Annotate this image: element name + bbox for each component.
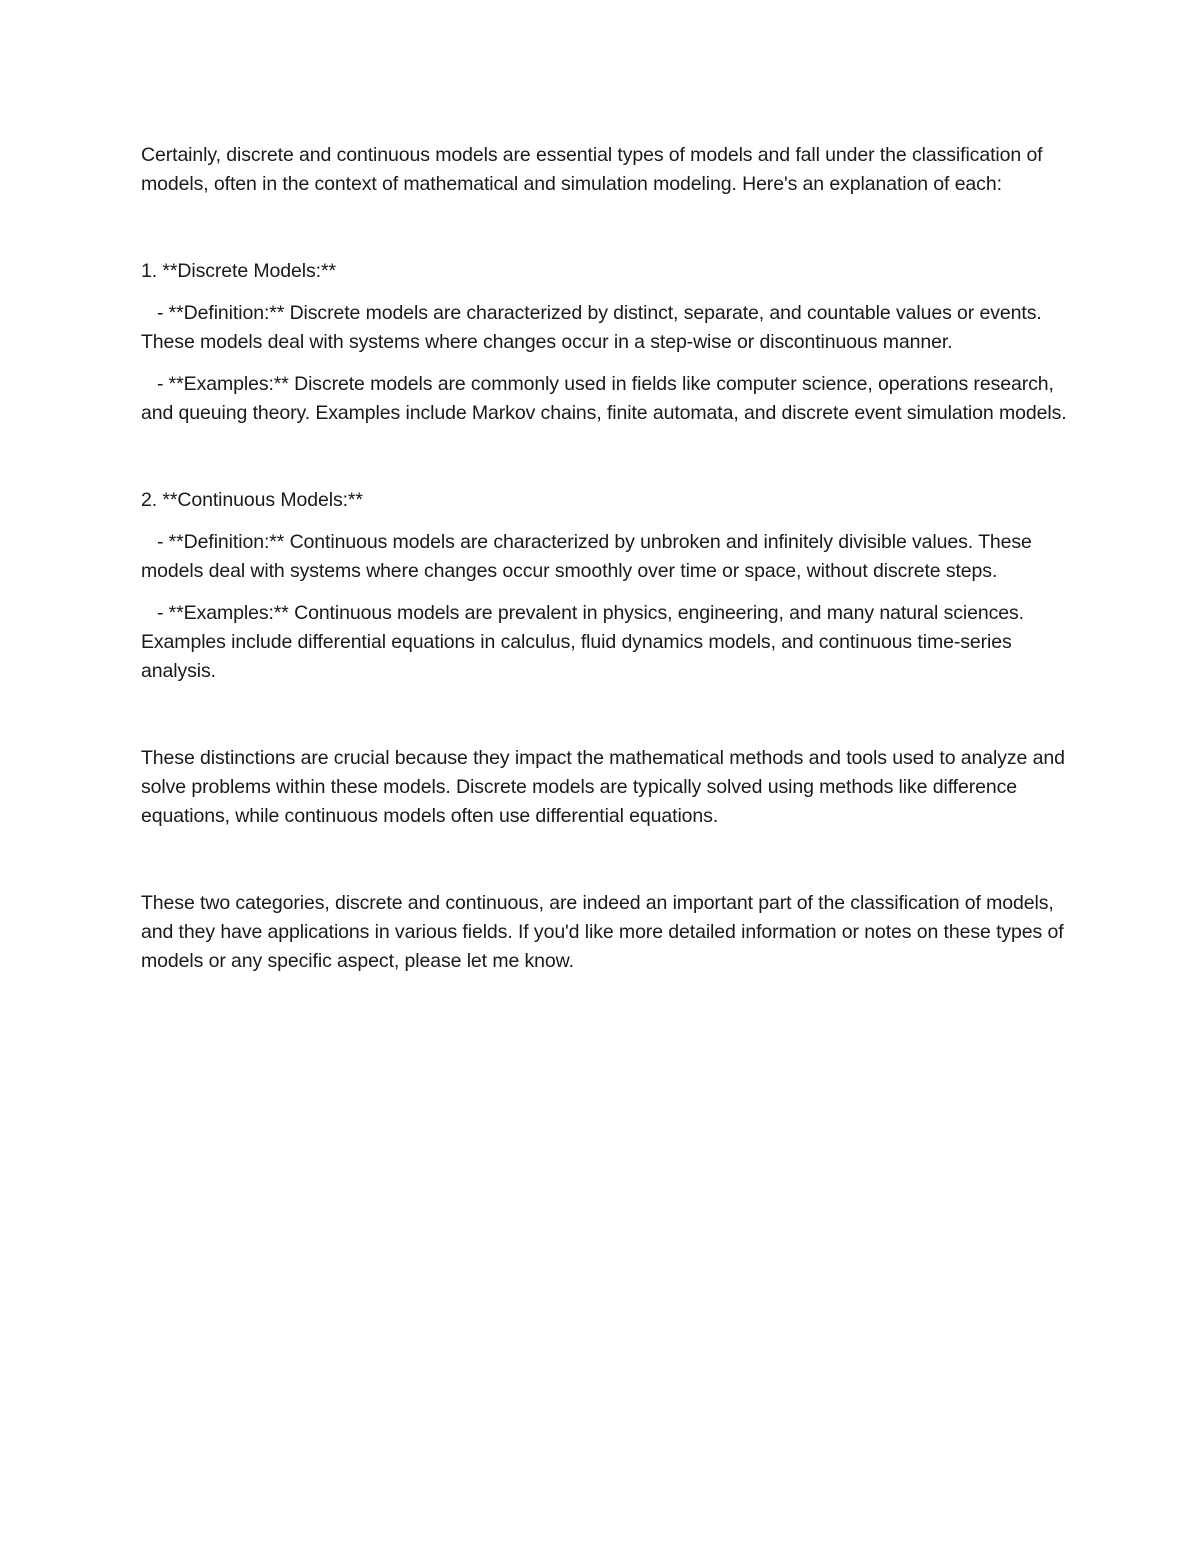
section-heading-continuous-models: 2. **Continuous Models:** [141, 489, 363, 511]
continuous-examples-paragraph: - **Examples:** Continuous models are prevalent in physics, engineering, and many natural sciences. Examples include differential equations in calculus, fluid dynamics models, and continuous time-series analysis. [141, 602, 1030, 682]
discrete-definition-paragraph: - **Definition:** Discrete models are characterized by distinct, separate, and countable values or events. These models deal with systems where changes occur in a step-wise or discontinuous manner. [141, 302, 1047, 353]
intro-paragraph: Certainly, discrete and continuous models are essential types of models and fall under the classification of models, often in the context of mathematical and simulation modeling. Here's an explanation of each: [141, 144, 1048, 195]
document-body [141, 141, 1071, 976]
section-heading-discrete-models: 1. **Discrete Models:** [141, 260, 336, 282]
continuous-definition-paragraph: - **Definition:** Continuous models are characterized by unbroken and infinitely divisible values. These models deal with systems where changes occur smoothly over time or space, without discrete steps. [141, 531, 1038, 582]
discrete-examples-paragraph: - **Examples:** Discrete models are commonly used in fields like computer science, operations research, and queuing theory. Examples include Markov chains, finite automata, and discrete event simulation models. [141, 373, 1067, 424]
conclusion-paragraph-distinctions: These distinctions are crucial because they impact the mathematical methods and tools used to analyze and solve problems within these models. Discrete models are typically solved using methods like difference equations, while continuous models often use differential equations. [141, 747, 1071, 827]
conclusion-paragraph-categories: These two categories, discrete and continuous, are indeed an important part of the classification of models, and they have applications in various fields. If you'd like more detailed information or notes on these types of models or any specific aspect, please let me know. [141, 892, 1069, 972]
